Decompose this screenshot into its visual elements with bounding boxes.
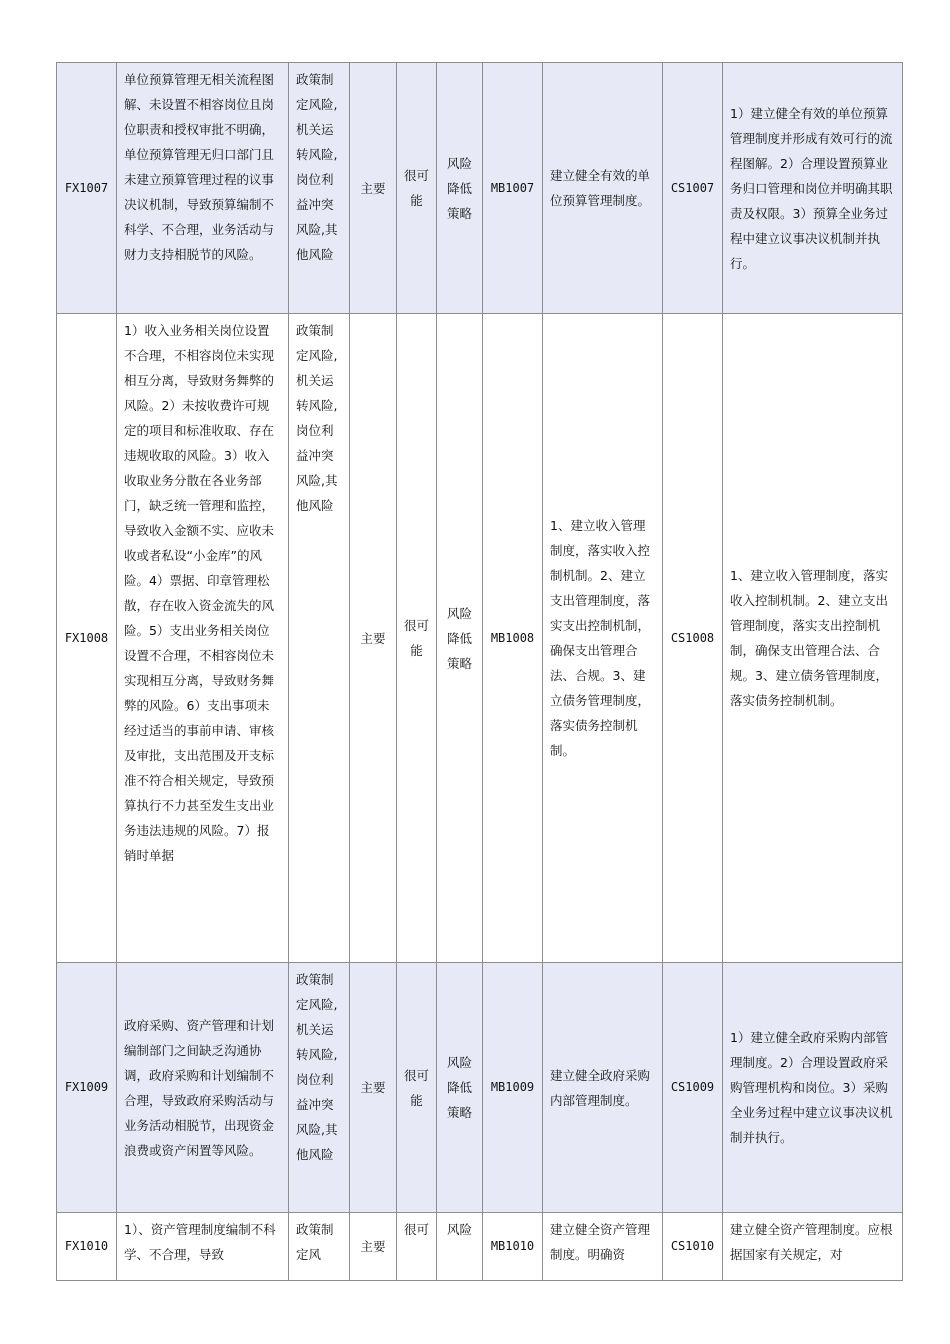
goal-code-cell: MB1008 [483,314,543,963]
likelihood-cell: 很可 [397,1213,437,1281]
strategy-cell: 风险降低策略 [437,63,483,314]
risk-type-cell: 政策制定风险,机关运转风险,岗位利益冲突风险,其他风险 [289,63,350,314]
risk-code-cell: FX1007 [57,63,117,314]
table-row [57,963,903,1213]
strategy-cell: 风险降低策略 [437,963,483,1213]
table-row [57,63,903,314]
likelihood-cell: 很可能 [397,63,437,314]
goal-cell: 1、建立收入管理制度，落实收入控制机制。2、建立支出管理制度，落实支出控制机制，确保支出管理合法、合规。3、建立债务管理制度，落实债务控制机制。 [543,314,663,963]
risk-code-cell: FX1010 [57,1213,117,1281]
measure-cell: 1）建立健全有效的单位预算管理制度并形成有效可行的流程图解。2）合理设置预算业务归口管理和岗位并明确其职责及权限。3）预算全业务过程中建立议事决议机制并执行。 [723,63,903,314]
risk-description-cell: 政府采购、资产管理和计划编制部门之间缺乏沟通协调，政府采购和计划编制不合理，导致政府采购活动与业务活动相脱节，出现资金浪费或资产闲置等风险。 [117,963,289,1213]
strategy-cell: 风险降低策略 [437,314,483,963]
measure-code-cell: CS1009 [663,963,723,1213]
importance-cell: 主要 [350,1213,397,1281]
risk-type-cell: 政策制定风险,机关运转风险,岗位利益冲突风险,其他风险 [289,314,350,963]
risk-description-cell: 单位预算管理无相关流程图解、未设置不相容岗位且岗位职责和授权审批不明确，单位预算管理无归口部门且未建立预算管理过程的议事决议机制，导致预算编制不科学、不合理，业务活动与财力支持相脱节的风险。 [117,63,289,314]
risk-type-cell: 政策制定风险,机关运转风险,岗位利益冲突风险,其他风险 [289,963,350,1213]
likelihood-cell: 很可能 [397,314,437,963]
goal-cell: 建立健全有效的单位预算管理制度。 [543,63,663,314]
table-row [57,314,903,963]
table-row [57,1213,903,1281]
goal-code-cell: MB1010 [483,1213,543,1281]
goal-cell: 建立健全资产管理制度。明确资 [543,1213,663,1281]
importance-cell: 主要 [350,63,397,314]
measure-cell: 1、建立收入管理制度，落实收入控制机制。2、建立支出管理制度，落实支出控制机制，确保支出管理合法、合规。3、建立债务管理制度，落实债务控制机制。 [723,314,903,963]
goal-code-cell: MB1009 [483,963,543,1213]
measure-code-cell: CS1008 [663,314,723,963]
risk-description-cell: 1）、资产管理制度编制不科学、不合理，导致 [117,1213,289,1281]
measure-cell: 1）建立健全政府采购内部管理制度。2）合理设置政府采购管理机构和岗位。3）采购全业务过程中建立议事决议机制并执行。 [723,963,903,1213]
goal-cell: 建立健全政府采购内部管理制度。 [543,963,663,1213]
likelihood-cell: 很可能 [397,963,437,1213]
risk-control-table [56,62,903,1281]
risk-description-cell: 1）收入业务相关岗位设置不合理，不相容岗位未实现相互分离，导致财务舞弊的风险。2）未按收费许可规定的项目和标准收取、存在违规收取的风险。3）收入收取业务分散在各业务部门，缺乏统一管理和监控，导致收入金额不实、应收未收或者私设“小金库”的风险。4）票据、印章管理松散，存在收入资金流失的风险。5）支出业务相关岗位设置不合理，不相容岗位未实现相互分离，导致财务舞弊的风险。6）支出事项未经过适当的事前申请、审核及审批，支出范围及开支标准不符合相关规定，导致预算执行不力甚至发生支出业务违法违规的风险。7）报销时单据 [117,314,289,963]
strategy-cell: 风险 [437,1213,483,1281]
measure-cell: 建立健全资产管理制度。应根据国家有关规定，对 [723,1213,903,1281]
importance-cell: 主要 [350,963,397,1213]
risk-code-cell: FX1009 [57,963,117,1213]
risk-type-cell: 政策制定风 [289,1213,350,1281]
measure-code-cell: CS1007 [663,63,723,314]
importance-cell: 主要 [350,314,397,963]
risk-code-cell: FX1008 [57,314,117,963]
goal-code-cell: MB1007 [483,63,543,314]
measure-code-cell: CS1010 [663,1213,723,1281]
